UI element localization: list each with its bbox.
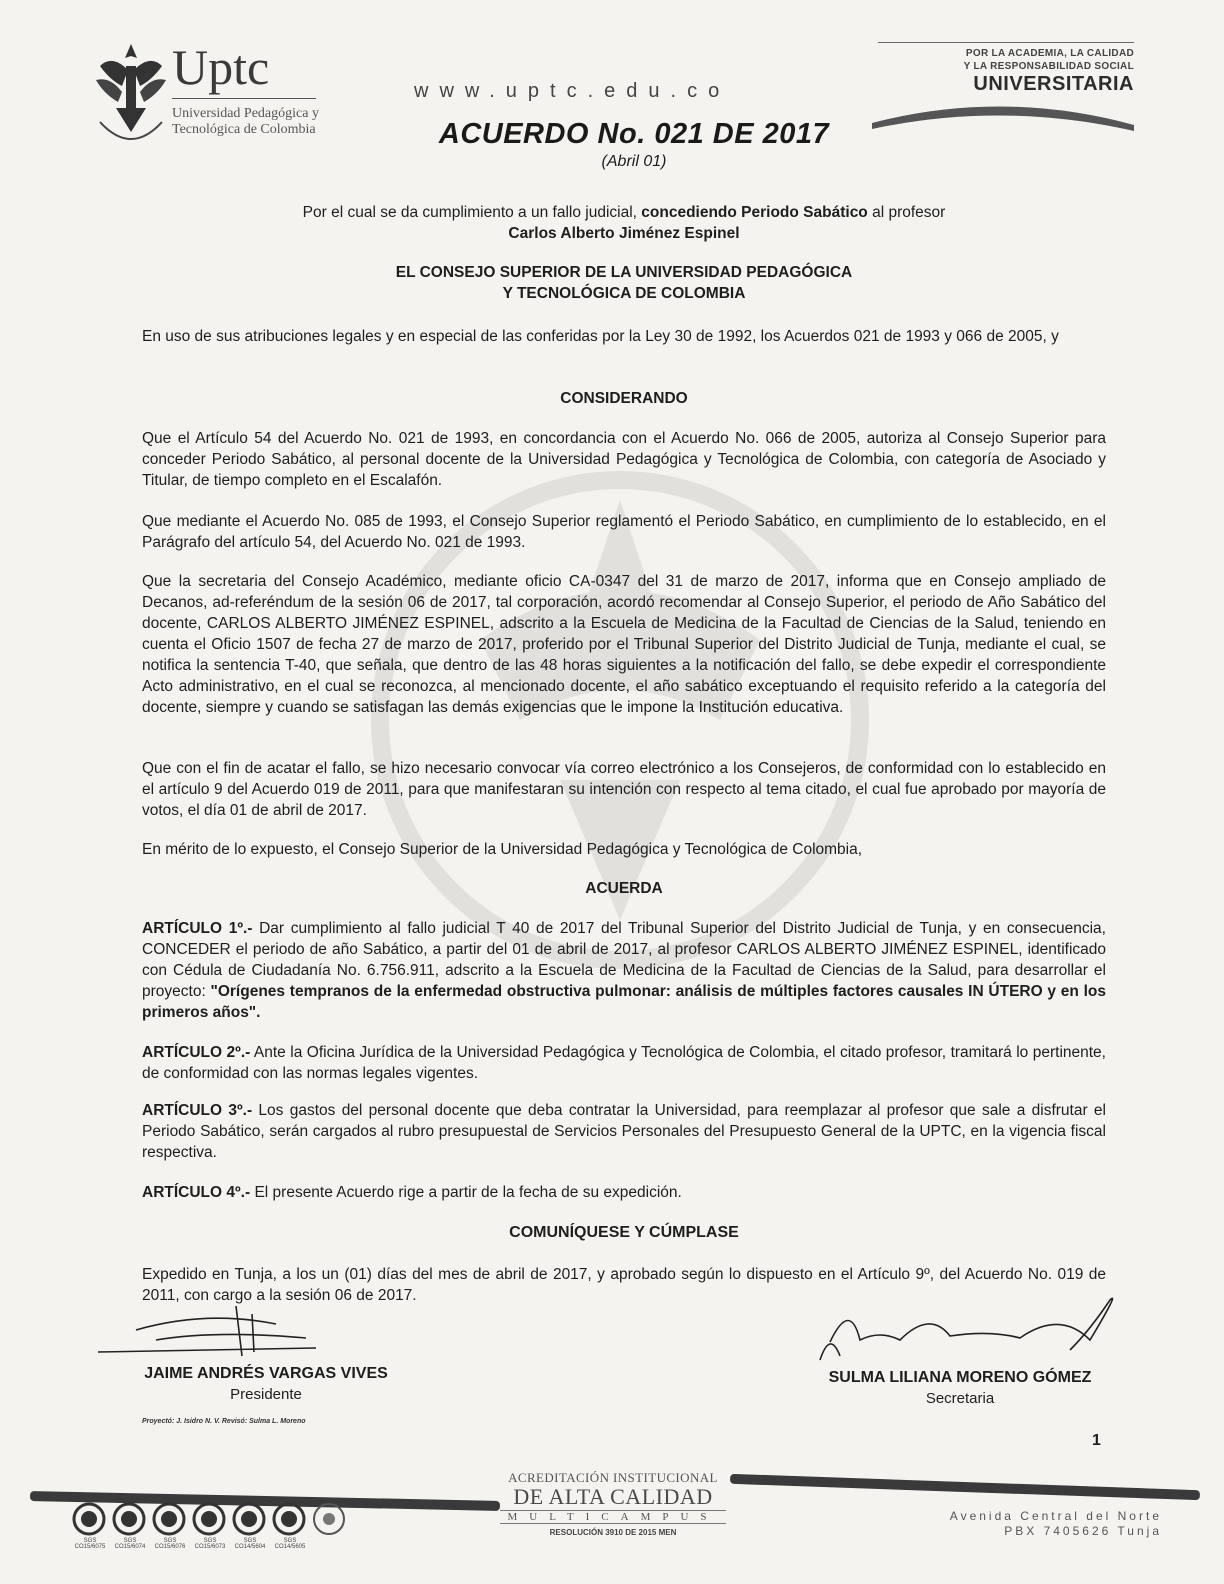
motto-line-2: Y LA RESPONSABILIDAD SOCIAL <box>963 61 1134 72</box>
seal-6-icon <box>272 1502 306 1536</box>
article-1-label: ARTÍCULO 1º.- <box>142 920 253 937</box>
article-4: ARTÍCULO 4º.- El presente Acuerdo rige a partir de la fecha de su expedición. <box>142 1184 682 1201</box>
considerando-p1: Que el Artículo 54 del Acuerdo No. 021 de 1993, en concordancia con el Acuerdo No. 066 de 2005, autoriza al Consejo Superior para conceder Periodo Sabático, al personal docente de la Universidad Pedagógica y Tecnológica de Colombia, con categoría de Asociado y Titular, de tiempo completo en el Escalafón. <box>142 430 1106 489</box>
considerando-p2: Que mediante el Acuerdo No. 085 de 1993, el Consejo Superior reglamentó el Periodo Sabático, en cumplimiento de lo establecido, en el Parágrafo del artículo 54, del Acuerdo No. 021 de 1993. <box>142 513 1106 551</box>
secretary-name: SULMA LILIANA MORENO GÓMEZ <box>828 1369 1092 1386</box>
seal-1-icon <box>72 1502 106 1536</box>
preamble: En uso de sus atribuciones legales y en especial de las conferidas por la Ley 30 de 1992, los Acuerdos 021 de 1993 y 066 de 2005, y <box>142 328 1059 345</box>
logo-subtitle: Universidad Pedagógica y Tecnológica de Colombia <box>172 106 319 137</box>
considerando-p4: Que con el fin de acatar el fallo, se hizo necesario convocar vía correo electrónico a los Consejeros, de conformidad con lo establecido en el artículo 9 del Acuerdo 019 de 2011, para que manifestaran su intención con respecto al tema citado, el cual fue aprobado por mayoría de votos, el día 01 de abril de 2017. <box>142 760 1106 819</box>
seal-2-icon <box>112 1502 146 1536</box>
accreditation-badge: ACREDITACIÓN INSTITUCIONAL DE ALTA CALIDAD MULTICAMPUS RESOLUCIÓN 3910 DE 2015 MEN <box>500 1470 726 1537</box>
title-date: (Abril 01) <box>601 153 667 170</box>
seal-3-icon <box>152 1502 186 1536</box>
subject: Por el cual se da cumplimiento a un fallo judicial, concediendo Periodo Sabático al profesor Carlos Alberto Jiménez Espinel <box>142 202 1106 244</box>
title-heading: ACUERDO No. 021 DE 2017 <box>438 118 830 150</box>
seal-7-icon <box>312 1502 346 1536</box>
footer-bar-right <box>730 1474 1200 1500</box>
certification-seals: SGS CO15/6075 SGS CO15/6074 SGS CO15/6076 SGS CO15/6073 SGS CO14/5604 SGS CO14/5605 <box>72 1502 352 1550</box>
motto-line-3: UNIVERSITARIA <box>973 73 1134 95</box>
considerando-p3: Que la secretaria del Consejo Académico, mediante oficio CA-0347 del 31 de marzo de 2017, informa que en Consejo ampliado de Decanos, ad-referéndum de la sesión 06 de 2017, tal corporación, acordó recomendar al Consejo Superior, el periodo de Año Sabático del docente, CARLOS ALBERTO JIMÉNEZ ESPINEL, adscrito a la Escuela de Medicina de la Facultad de Ciencias de la Salud, teniendo en cuenta el Oficio 1507 de fecha 27 de marzo de 2017, proferido por el Tribunal Superior del Distrito Judicial de Tunja, mediante el cual, se notifica la sentencia T-40, que señala, que dentro de las 48 horas siguientes a la notificación del fallo, se debe expedir el correspondiente Acto administrativo, en el cual se reconozca, al mencionado docente, el año sabático exceptuando el requisito referido a la categoría del docente, siempre y cuando se satisfagan las demás exigencias que le impone la Institución educativa. <box>142 573 1106 716</box>
motto-line-1: POR LA ACADEMIA, LA CALIDAD <box>965 48 1134 59</box>
council-heading: EL CONSEJO SUPERIOR DE LA UNIVERSIDAD PEDAGÓGICA Y TECNOLÓGICA DE COLOMBIA <box>395 264 853 302</box>
footer-address: Avenida Central del Norte PBX 7405626 Tunja <box>949 1509 1162 1538</box>
signature-scrawl-right <box>790 1290 1130 1364</box>
footnote-initials: Proyectó: J. Isidro N. V. Revisó: Sulma L. Moreno <box>142 1418 306 1425</box>
seal-5-icon <box>232 1502 266 1536</box>
document-title <box>0 118 1224 171</box>
president-role: Presidente <box>230 1386 302 1403</box>
signature-president <box>96 1300 436 1403</box>
article-1-project: "Orígenes tempranos de la enfermedad obstructiva pulmonar: análisis de múltiples factores causales IN ÚTERO y en los primeros años". <box>142 983 1106 1021</box>
logo-wordmark: Uptc <box>172 39 270 95</box>
signature-scrawl-left <box>96 1300 336 1360</box>
signature-secretary <box>790 1290 1130 1407</box>
president-name: JAIME ANDRÉS VARGAS VIVES <box>144 1365 388 1382</box>
article-3: ARTÍCULO 3º.- Los gastos del personal docente que deba contratar la Universidad, para reemplazar al profesor que sale a disfrutar el Periodo Sabático, serán cargados al rubro presupuestal de Servicios Personales del Presupuesto General de la UPTC, en la vigencia fiscal respectiva. <box>142 1102 1106 1161</box>
secretary-role: Secretaria <box>925 1390 995 1407</box>
subject-professor: Carlos Alberto Jiménez Espinel <box>508 225 740 242</box>
issued-statement: Expedido en Tunja, a los un (01) días del mes de abril de 2017, y aprobado según lo dispuesto en el Artículo 9º, del Acuerdo No. 019 de 2011, con cargo a la sesión 06 de 2017. <box>142 1266 1106 1304</box>
acuerda-heading: ACUERDA <box>585 880 663 897</box>
website-url: www.uptc.edu.co <box>414 80 731 102</box>
article-1: ARTÍCULO 1º.- Dar cumplimiento al fallo judicial T 40 de 2017 del Tribunal Superior del Distrito Judicial de Tunja, y en consecuencia, CONCEDER el periodo de año Sabático, a partir del 01 de abril de 2017, al profesor CARLOS ALBERTO JIMÉNEZ ESPINEL, identificado con Cédula de Ciudadanía No. 6.756.911, adscrito a la Escuela de Medicina de la Facultad de Ciencias de la Salud, para desarrollar el proyecto: "Orígenes tempranos de la enfermedad obstructiva pulmonar: análisis de múltiples factores causales IN ÚTERO y en los primeros años". <box>142 920 1106 1021</box>
logo-rule <box>172 98 316 99</box>
motto-rule <box>878 42 1134 43</box>
article-2: ARTÍCULO 2º.- Ante la Oficina Jurídica de la Universidad Pedagógica y Tecnológica de Colombia, el citado profesor, tramitará lo pertinente, de conformidad con las normas legales vigentes. <box>142 1044 1106 1082</box>
considerando-p5: En mérito de lo expuesto, el Consejo Superior de la Universidad Pedagógica y Tecnológica de Colombia, <box>142 841 863 858</box>
page-number: 1 <box>1092 1432 1101 1449</box>
considerando-heading: CONSIDERANDO <box>560 390 688 407</box>
seal-4-icon <box>192 1502 226 1536</box>
closing-heading: COMUNÍQUESE Y CÚMPLASE <box>509 1224 739 1241</box>
